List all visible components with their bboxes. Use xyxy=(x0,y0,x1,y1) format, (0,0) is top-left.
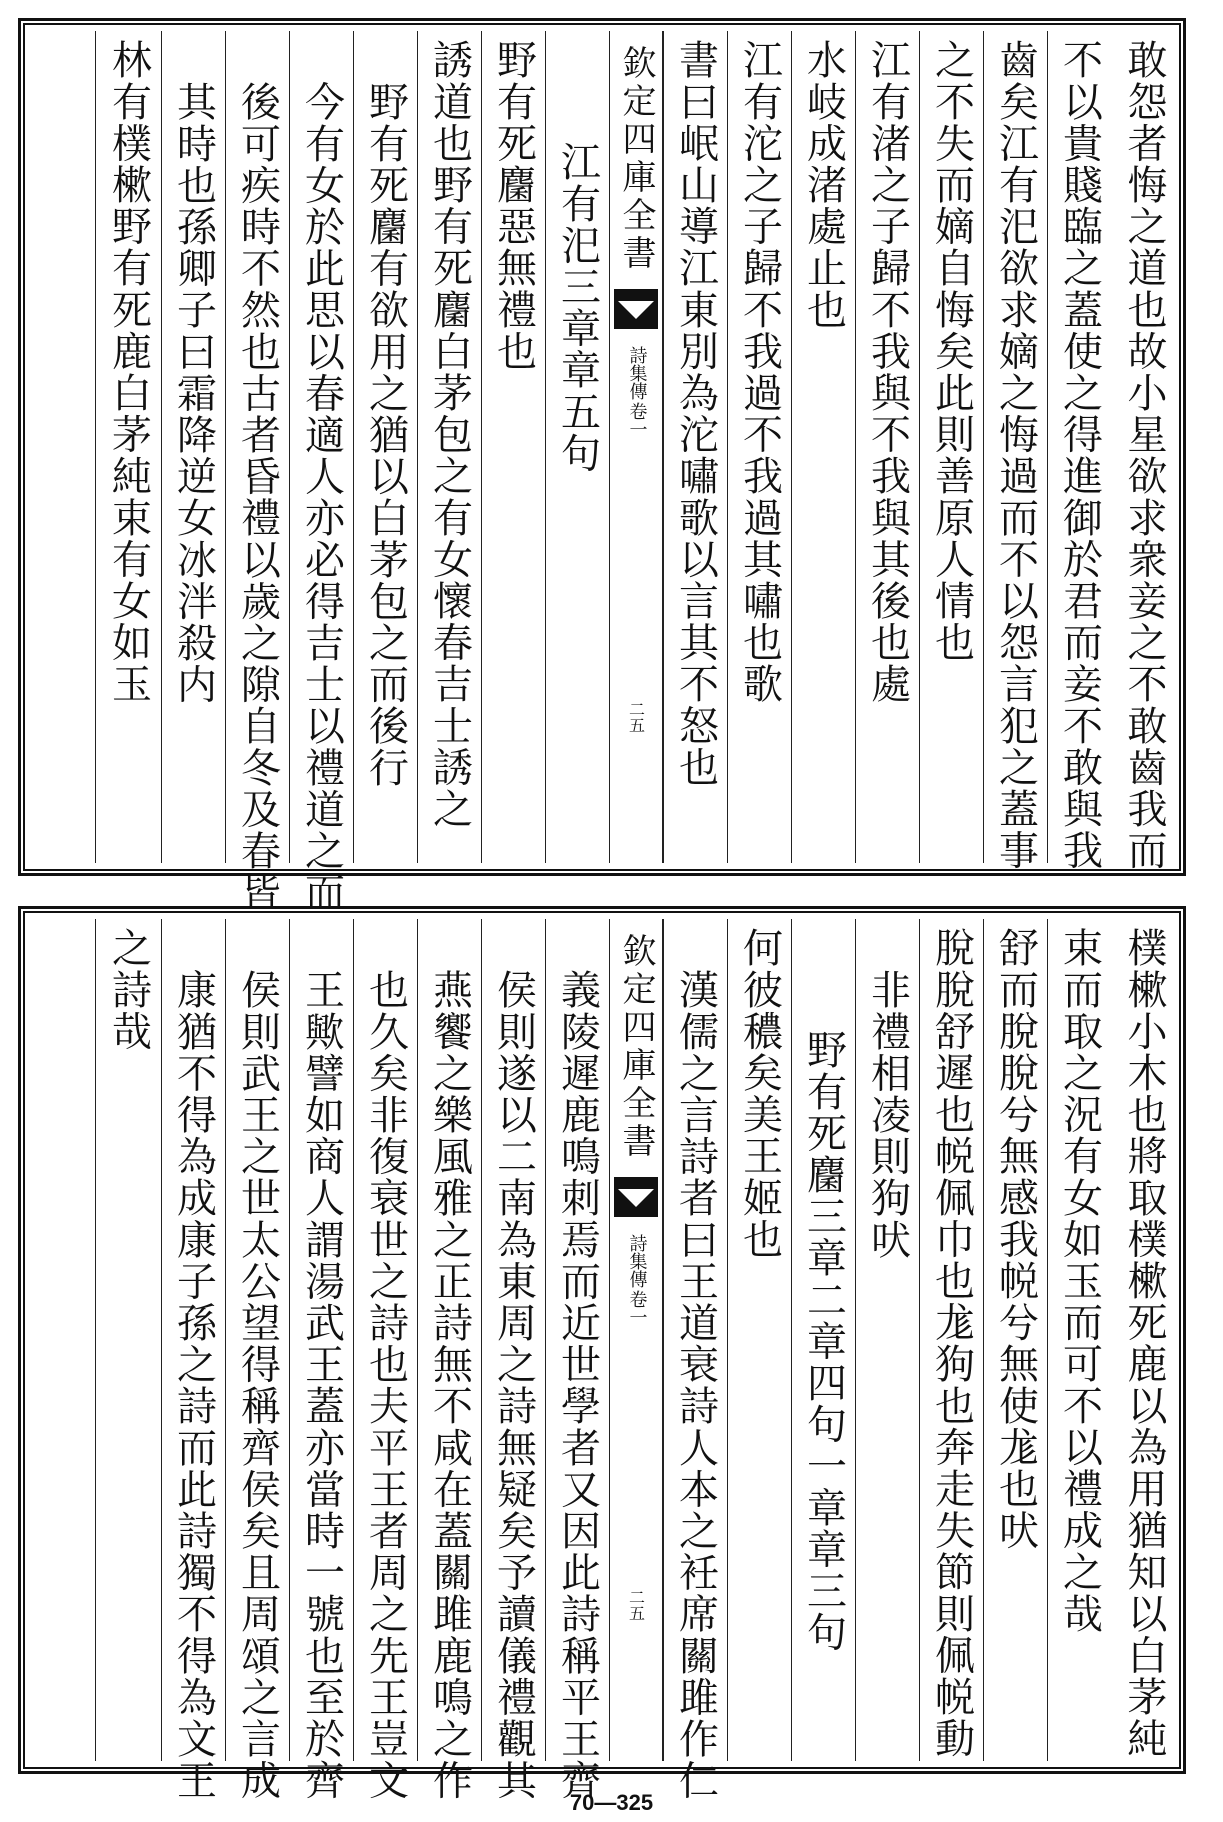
column-bottom-l1 xyxy=(545,919,609,1801)
banner-title: 欽定四庫全書 xyxy=(616,45,656,273)
text-bottom-r7: 何彼穠矣美王姬也 xyxy=(736,927,783,1260)
text-top-l7: 其時也孫卿子曰霜降逆女冰泮殺内 xyxy=(170,81,217,705)
section-label-line2: 卷一 xyxy=(626,402,648,438)
text-bottom-r2: 束而取之況有女如玉而可不以禮成之哉 xyxy=(1056,927,1103,1635)
column-bottom-l2 xyxy=(481,919,545,1801)
text-top-r4: 之不失而嫡自悔矣此則善原人情也 xyxy=(928,39,975,663)
column-top-r2 xyxy=(1047,31,1111,871)
column-top-l4 xyxy=(353,31,417,863)
text-bottom-l4: 也久矣非復衰世之詩也夫平王者周之先王豈文 xyxy=(362,969,409,1801)
column-top-l2 xyxy=(481,31,545,863)
text-top-r5: 江有渚之子歸不我與不我與其後也處 xyxy=(864,39,911,705)
column-top-l8 xyxy=(95,31,161,863)
column-bottom-r3 xyxy=(983,919,1047,1761)
column-bottom-r4 xyxy=(919,919,983,1761)
text-top-r7: 江有沱之子歸不我過不我過其嘯也歌 xyxy=(736,39,783,705)
text-bottom-l1: 義陵遲鹿鳴刺焉而近世學者又因此詩稱平王齊 xyxy=(554,969,601,1801)
column-bottom-l4 xyxy=(353,919,417,1801)
text-bottom-l2: 侯則遂以二南為東周之詩無疑矣予讀儀禮觀其 xyxy=(490,969,537,1801)
text-top-l5: 今有女於此思以春適人亦必得吉士以禮道之而 xyxy=(298,81,345,913)
text-bottom-l8: 之詩哉 xyxy=(105,927,152,1052)
column-top-r8 xyxy=(663,31,727,863)
column-bottom-l6 xyxy=(225,919,289,1801)
column-bottom-l3 xyxy=(417,919,481,1801)
text-bottom-r4: 脫脫舒遲也帨佩巾也尨狗也奔走失節則佩帨動 xyxy=(928,927,975,1759)
text-top-l4: 野有死麕有欲用之猶以白茅包之而後行 xyxy=(362,81,409,789)
page-number: 二五 xyxy=(626,1589,646,1621)
top-leaf xyxy=(18,18,1186,913)
column-top-r1 xyxy=(1111,31,1177,871)
center-banner-bottom xyxy=(609,919,663,1761)
column-top-l5 xyxy=(289,31,353,913)
section-label-line1: 詩集傳 xyxy=(626,346,648,400)
column-top-l3 xyxy=(417,31,481,863)
column-top-r5 xyxy=(855,31,919,863)
column-top-r7 xyxy=(727,31,791,863)
text-top-l1: 江有汜三章章五句 xyxy=(554,141,601,474)
text-top-l8: 林有樸樕野有死鹿白茅純束有女如玉 xyxy=(105,39,152,705)
text-top-l2: 野有死麕惡無禮也 xyxy=(490,39,537,372)
text-top-r8: 書曰岷山導江東別為沱嘯歌以言其不怒也 xyxy=(672,39,719,788)
banner-title: 欽定四庫全書 xyxy=(616,933,656,1161)
text-top-l3: 誘道也野有死麕白茅包之有女懷春吉士誘之 xyxy=(426,39,473,830)
bottom-leaf xyxy=(18,906,1186,1801)
text-bottom-r8: 漢儒之言詩者曰王道衰詩人本之衽席關雎作仁 xyxy=(672,969,719,1801)
text-bottom-l3: 燕饗之樂風雅之正詩無不咸在蓋關雎鹿鳴之作 xyxy=(426,969,473,1801)
page-number: 二五 xyxy=(626,701,646,733)
column-bottom-l8 xyxy=(95,919,161,1761)
text-top-r2: 不以貴賤臨之蓋使之得進御於君而妾不敢與我 xyxy=(1056,39,1103,871)
section-label xyxy=(627,1234,646,1326)
text-top-r6: 水岐成渚處止也 xyxy=(800,39,847,331)
section-label-line1: 詩集傳 xyxy=(626,1234,648,1288)
column-top-l6 xyxy=(225,31,289,913)
column-bottom-r6 xyxy=(791,919,855,1761)
text-top-r3: 齒矣江有汜欲求嫡之悔過而不以怨言犯之蓋事 xyxy=(992,39,1039,871)
text-bottom-r3: 舒而脫脫兮無感我帨兮無使尨也吠 xyxy=(992,927,1039,1551)
text-top-l6: 後可疾時不然也古者昏禮以歲之隙自冬及春皆 xyxy=(234,81,281,913)
center-banner-top xyxy=(609,31,663,863)
section-label xyxy=(627,346,646,438)
column-bottom-l7 xyxy=(161,919,225,1801)
column-top-l1 xyxy=(545,31,609,863)
column-top-r6 xyxy=(791,31,855,863)
text-bottom-r6: 野有死麕三章二章四句一章章三句 xyxy=(800,1029,847,1653)
text-bottom-r1: 樸樕小木也將取樸樕死鹿以為用猶知以白茅純 xyxy=(1121,927,1167,1759)
text-bottom-l5: 王歟譬如商人謂湯武王蓋亦當時一號也至於齊 xyxy=(298,969,345,1801)
column-top-r4 xyxy=(919,31,983,863)
column-top-r3 xyxy=(983,31,1047,871)
column-bottom-r2 xyxy=(1047,919,1111,1761)
section-label-line2: 卷一 xyxy=(626,1290,648,1326)
column-bottom-l5 xyxy=(289,919,353,1801)
text-bottom-l6: 侯則武王之世太公望得稱齊侯矣且周頌之言成 xyxy=(234,969,281,1801)
column-bottom-r5 xyxy=(855,919,919,1761)
volume-page-number: 70—325 xyxy=(569,1790,654,1815)
text-bottom-r5: 非禮相凌則狗吠 xyxy=(864,969,911,1261)
column-bottom-r7 xyxy=(727,919,791,1761)
column-bottom-r1 xyxy=(1111,919,1177,1761)
column-top-l7 xyxy=(161,31,225,863)
fishtail-ornament xyxy=(614,289,658,329)
fishtail-ornament xyxy=(614,1177,658,1217)
column-bottom-r8 xyxy=(663,919,727,1801)
text-top-r1: 敢怨者悔之道也故小星欲求衆妾之不敢齒我而 xyxy=(1121,39,1167,871)
text-bottom-l7: 康猶不得為成康子孫之詩而此詩獨不得為文王 xyxy=(170,969,217,1801)
